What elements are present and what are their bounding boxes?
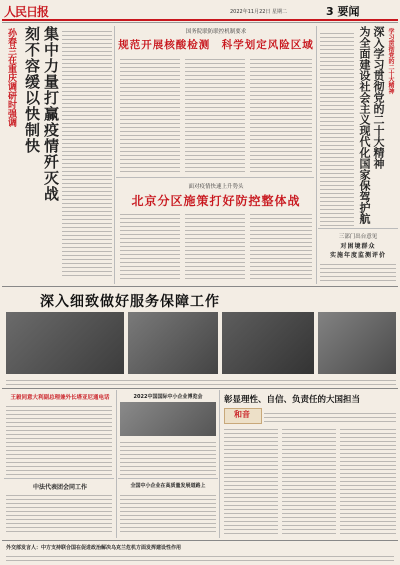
banner-photo-4 [318, 312, 396, 374]
bottom-mid-text-1 [120, 439, 216, 475]
masthead-rule [2, 19, 398, 21]
center-mid-text-1 [120, 211, 180, 281]
section-divider [4, 478, 114, 479]
center-top-text-2 [185, 56, 245, 174]
bottom-right-text-4 [340, 426, 396, 534]
footer-headline: 外交部发言人：中方支持联合国在促进政治解决乌克兰危机方面发挥建设性作用 [6, 545, 182, 551]
right-small-headline-2: 实施年度监测评价 [329, 252, 386, 259]
center-mid-text-3 [250, 211, 312, 281]
footer-text [6, 553, 394, 563]
section-divider [2, 388, 398, 389]
issue-date: 2022年11月22日 星期二 [230, 9, 288, 15]
banner-top-rule [2, 286, 398, 287]
bottom-left-text-1 [6, 403, 112, 475]
column-divider [316, 26, 317, 284]
left-feature-kicker: 孙春兰在重庆调研时强调 [6, 28, 16, 127]
center-top-kicker: 国务院联防联控机制要求 [185, 29, 247, 35]
left-feature-headline: 集中力量打赢疫情歼灭战 刻不容缓以快制快 [23, 26, 60, 202]
bottom-mid-text-2 [120, 492, 216, 532]
column-divider [219, 390, 220, 538]
bottom-left-headline: 王毅同意大利副总理兼外长塔亚尼通电话 [10, 395, 110, 401]
center-mid-headline: 北京分区施策打好防控整体战 [131, 194, 301, 208]
center-mid-kicker: 面对疫情快速上升势头 [188, 184, 244, 190]
right-feature-headline: 深入学习贯彻党的二十大精神 为全面建设社会主义现代化国家保驾护航 [358, 26, 385, 224]
footer-rule [2, 540, 398, 541]
section-divider [118, 478, 218, 479]
left-body-text [62, 28, 112, 278]
page-label: 3 要闻 [326, 5, 360, 18]
masthead-rule-thin [2, 22, 398, 23]
banner-photo-3 [222, 312, 314, 374]
column-divider [114, 26, 115, 284]
bottom-right-headline: 彰显理性、自信、负责任的大国担当 [224, 395, 361, 405]
center-top-text-3 [250, 56, 312, 174]
banner-photo-2 [128, 312, 218, 374]
column-divider [116, 390, 117, 538]
column-badge-label: 和音 [234, 409, 250, 419]
banner-photo-1 [6, 312, 124, 374]
bottom-right-text-2 [224, 426, 278, 534]
right-small-text [320, 261, 396, 281]
bottom-left-subhead: 中法代表团会同工作 [32, 484, 87, 491]
bottom-mid-photo [120, 402, 216, 436]
right-feature-kicker: 学习贯彻党的二十大精神 [387, 28, 394, 94]
bottom-right-text-3 [282, 426, 336, 534]
banner-headline: 深入细致做好服务保障工作 [40, 294, 220, 310]
center-top-text-1 [120, 56, 180, 174]
bottom-right-text-1 [264, 410, 396, 422]
bottom-mid-headline: 2022中国国际中小企业博览会 [133, 394, 203, 400]
right-small-headline-1: 对困境群众 [340, 243, 376, 250]
section-divider [318, 228, 398, 229]
bottom-mid-subhead: 全国中小企业在高质量发展道路上 [130, 483, 206, 489]
banner-caption-text [6, 377, 396, 385]
section-divider [116, 177, 314, 178]
right-small-kicker: 三部门出台意见 [338, 234, 378, 240]
bottom-left-text-2 [6, 492, 112, 532]
center-top-headline: 规范开展核酸检测 科学划定风险区域 [118, 39, 314, 51]
center-mid-text-2 [185, 211, 245, 281]
newspaper-logo: 人民日报 [4, 5, 49, 19]
right-body-text [320, 30, 354, 226]
